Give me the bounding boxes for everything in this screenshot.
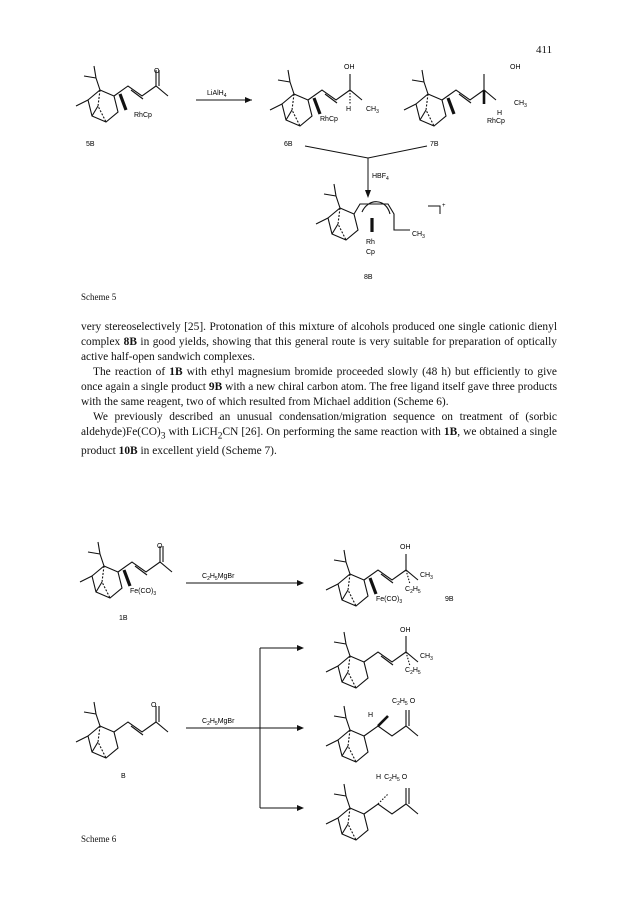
label-ch3: $CH_3$ — [412, 231, 425, 240]
label-oh: OH — [400, 544, 411, 551]
label-feco3: $Fe(CO)_3$ — [376, 596, 403, 605]
structure-product-3 — [326, 784, 418, 840]
reagent-c2h5mgbr: $C_2H_5MgBr$ — [202, 718, 235, 727]
paragraph-3: We previously described an unusual condensation/migration sequence on treatment of (sorbic $aldehyde)Fe(CO)_3$ with LiCH$_2$CN [26]. On performing the same reaction with 1B, we obtained a single product 10B in excellent yield (Scheme 7). — [81, 411, 557, 458]
compound-label-6B: 6B — [284, 141, 293, 148]
compound-label-B: B — [121, 773, 126, 780]
label-rhcp: RhCp — [134, 112, 152, 119]
label-c2h5: $C_2H_5$ — [405, 586, 421, 595]
label-rh: Rh — [366, 239, 375, 246]
label-cp: Cp — [366, 249, 375, 256]
label-feco3: $Fe(CO)_3$ — [130, 588, 157, 597]
page-number: 411 — [536, 44, 553, 56]
compound-label-1B: 1B — [119, 615, 128, 622]
label-ch3: $CH_3$ — [420, 653, 433, 662]
label-o: O — [154, 68, 160, 75]
label-oh: OH — [400, 627, 411, 634]
paragraph-1: very stereoselectively [25]. Protonation of this mixture of alcohols produced one single cationic dienyl complex 8B in good yields, showing that this general route is very suitable for preparation of optically active half-open sandwich complexes. — [81, 321, 558, 363]
scheme-5 — [0, 0, 624, 290]
structure-B — [76, 702, 168, 758]
structure-8B — [316, 184, 410, 240]
label-ch3: $CH_3$ — [514, 100, 527, 109]
reagent-hbf4: $HBF_4$ — [372, 173, 389, 182]
label-h: H — [497, 110, 503, 117]
structure-6B — [270, 70, 362, 126]
scheme-6 — [0, 530, 624, 870]
label-ch3: $CH_3$ — [366, 106, 379, 115]
label-plus: + — [442, 203, 446, 209]
label-oh: OH — [510, 64, 521, 71]
scheme-6-caption: Scheme 6 — [81, 834, 117, 844]
compound-label-8B: 8B — [364, 274, 373, 281]
paragraph-2: The reaction of 1B with ethyl magnesium bromide proceeded slowly (48 h) but efficiently to give once again a single product 9B with a new chiral carbon atom. The free ligand itself gave three products with the same reagent, two of which resulted from Michael addition (Scheme 6). — [81, 366, 557, 408]
structure-1B — [80, 542, 172, 598]
label-rhcp: RhCp — [320, 116, 338, 123]
label-c2h5-o: $C_2H_5$ O — [392, 698, 416, 707]
scheme-5-caption: Scheme 5 — [81, 292, 117, 302]
compound-label-7B: 7B — [430, 141, 439, 148]
reagent-lialh4: LiAlH$_4$ — [207, 90, 227, 99]
reagent-c2h5mgbr: $C_2H_5MgBr$ — [202, 573, 235, 582]
structure-product-1 — [326, 632, 418, 688]
body-text — [81, 320, 557, 459]
compound-label-9B: 9B — [445, 596, 454, 603]
label-rhcp: RhCp — [487, 118, 505, 125]
structure-9B — [326, 550, 418, 606]
label-o: O — [157, 543, 163, 550]
structure-7B — [404, 70, 496, 126]
label-h: H — [368, 712, 374, 719]
label-o: O — [151, 702, 157, 709]
label-oh: OH — [344, 64, 355, 71]
label-ch3: $CH_3$ — [420, 572, 433, 581]
compound-label-5B: 5B — [86, 141, 95, 148]
label-h: H — [346, 106, 352, 113]
label-h-c2h5-o: H $C_2H_5$ O — [376, 774, 408, 783]
label-c2h5: $C_2H_5$ — [405, 667, 421, 676]
